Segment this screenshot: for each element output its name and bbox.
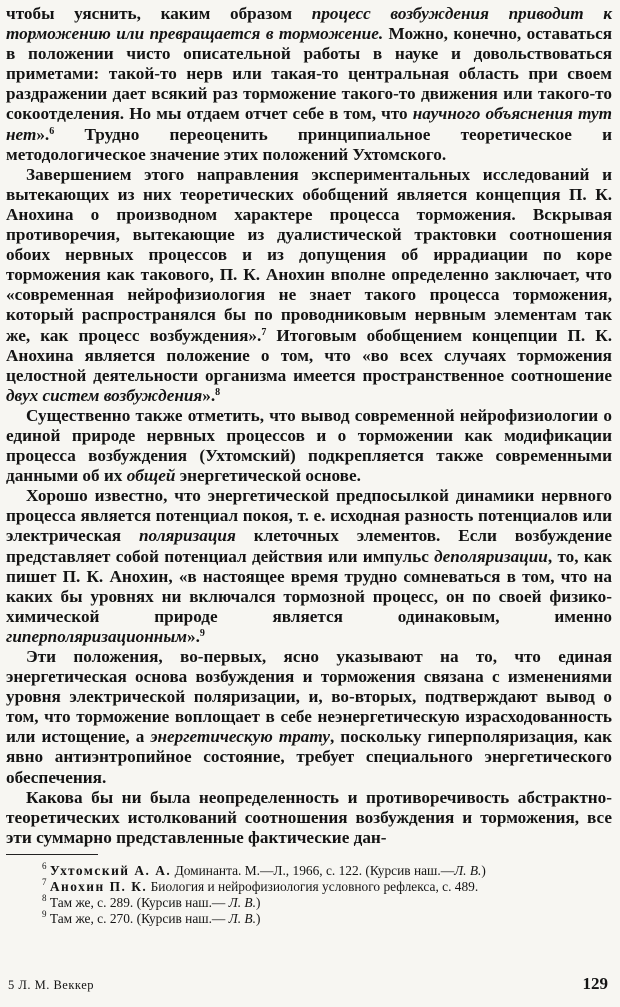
text-run: Завершением этого направления экспериментальных исследований и вытекающих из них теоретических обобщений является концепция П. К. Анохина о производном характере процесса торможения. Вскрывая противоречия, вытекающие из дуалистической трактовки соотношения обоих нервных процессов и из допущения об иррадиации по коре торможения как такового, П. К. Анохин вполне определенно заключает, что «современная нейрофизиология не знает такого процесса торможения, который распространялся бы по проводниковым нервным элементам так же, как процесс возбуждения». (6, 164, 612, 345)
footnote-text: Доминанта. М.—Л., 1966, с. 122. (Курсив наш.— (171, 862, 455, 878)
text-run: Существенно также отметить, что вывод современной нейрофизиологии о единой природе нервных процессов и о торможении как модификации процесса возбуждения (Ухтомский) подкрепляется также современными данными об их (6, 405, 612, 486)
text-run: клеточных элементов. Если возбуждение представляет собой потенциал действия или импульс (6, 526, 612, 566)
italic-run: процесс возбуждения приводит к торможению или превращается в торможение. (6, 4, 612, 44)
footnote-7 (6, 876, 612, 895)
paragraph-5 (6, 647, 612, 788)
text-run: Эти положения, во-первых, ясно указывают на то, что единая энергетическая основа возбуждения и торможения связана с изменениями уровня электрической поляризации, и, во-вторых, подтверждают вывод о том, что торможение воплощает в себе неэнергетическую израсходованность или истощение, а (6, 647, 612, 747)
footnote-divider (6, 854, 98, 855)
footnote-end: ) (255, 894, 261, 910)
italic-run: общей (126, 466, 176, 486)
printer-signature: 5 Л. М. Веккер (8, 978, 94, 992)
italic-run: научного объяснения тут нет (6, 104, 612, 144)
text-run: Хорошо известно, что энергетической предпосылкой динамики нервного процесса является потенциал покоя, т. е. исходная разность потенциалов или электрическая (6, 486, 612, 546)
text-run: ». (202, 385, 216, 405)
footnote-end: ) (255, 910, 261, 926)
text-run: Можно, конечно, оставаться в положении чисто описательной работы в науке и довольствоваться приметами: такой-то нерв или такая-то центральная область при своем раздражении дает всякий раз торможение такого-то движения или такого-то сокоотделения. Но мы отдаем отчет себе в том, что (6, 24, 612, 124)
paragraph-6 (6, 788, 612, 848)
footnote-number: 9 (42, 908, 47, 919)
page-footer (8, 974, 608, 996)
footnotes (6, 860, 612, 927)
italic-run: гиперполяризационным (6, 626, 188, 646)
footnote-text: Там же, с. 289. (Курсив наш.— (49, 894, 229, 910)
text-run: энергетической основе. (175, 466, 361, 486)
paragraph-3 (6, 406, 612, 486)
footnote-6 (6, 860, 612, 879)
paragraph-2 (6, 165, 612, 406)
italic-run: поляризация (139, 526, 236, 546)
footnote-text: Биология и нейрофизиология условного рефлекса, с. 489. (147, 878, 479, 894)
footnote-ref-8[interactable]: 8 (215, 386, 221, 398)
footnote-ref-7[interactable]: 7 (261, 326, 267, 338)
footnote-number: 6 (42, 860, 47, 871)
footnote-text: Там же, с. 270. (Курсив наш.— (49, 910, 229, 926)
text-run: чтобы уяснить, каким образом (6, 4, 312, 23)
text-run: ». (36, 124, 50, 144)
footnote-ref-6[interactable]: 6 (49, 125, 55, 137)
footnote-8 (6, 892, 612, 911)
footnote-number: 8 (42, 892, 47, 903)
text-run: Какова бы ни была неопределенность и противоречивость абстрактно-теоретических истолкований соотношения возбуждения и торможения, все эти суммарно представленные фактические дан- (6, 787, 612, 847)
footnote-author: Анохин П. К. (49, 878, 148, 894)
italic-run: энергетическую трату (150, 727, 330, 747)
paragraph-4 (6, 486, 612, 647)
italic-run: двух систем возбуждения (6, 385, 203, 405)
text-run: Трудно переоценить принципиальное теоретическое и методологическое значение этих положений Ухтомского. (6, 124, 612, 164)
footnote-number: 7 (42, 876, 47, 887)
footnote-ref-9[interactable]: 9 (199, 627, 205, 639)
footnote-author: Ухтомский А. А. (49, 862, 172, 878)
footnote-italic: Л. В. (228, 894, 256, 910)
paragraph-1 (6, 4, 612, 165)
page-number: 129 (582, 974, 608, 993)
main-text (6, 4, 612, 848)
footnote-9 (6, 908, 612, 927)
text-run: ». (187, 626, 200, 646)
text-run: , поскольку гиперполяризация, как явно антиэнтропийное состояние, требует специального энергетического обеспечения. (6, 727, 612, 787)
italic-run: деполяризации (434, 546, 548, 566)
text-run: , то, как пишет П. К. Анохин, «в настоящее время трудно сомневаться в том, что на каких бы уровнях ни включался тормозной процесс, он по своей физико-химической природе является одинаковым, именно (6, 546, 613, 626)
footnote-italic: Л. В. (454, 862, 482, 878)
footnote-end: ) (481, 862, 486, 878)
footnote-italic: Л. В. (228, 910, 256, 926)
text-run: Итоговым обобщением концепции П. К. Анохина является положение о том, что «во всех случаях торможения целостной деятельности организма имеется пространственное соотношение (6, 325, 612, 385)
